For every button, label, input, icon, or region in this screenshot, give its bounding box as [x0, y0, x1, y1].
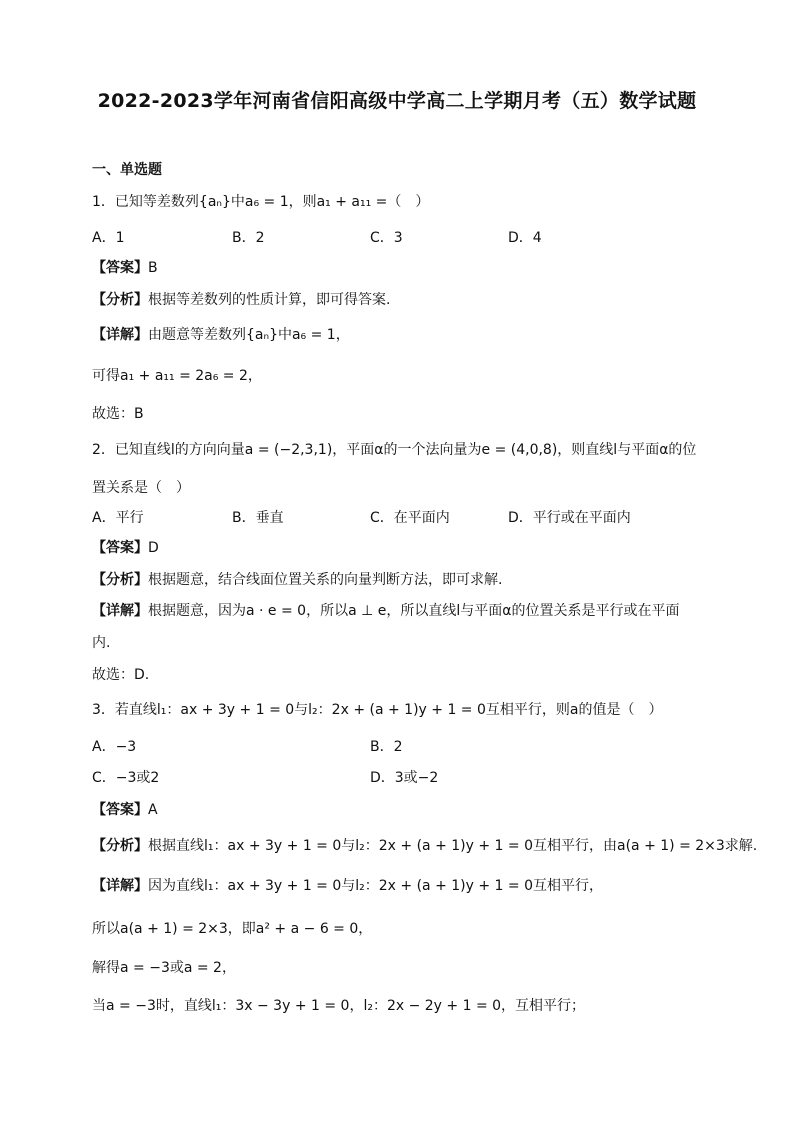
q3-detail-line2: 所以a(a + 1) = 2×3，即a² + a − 6 = 0， [92, 921, 373, 937]
answer-tag: 【答案】 [92, 260, 148, 276]
q2-stem-line2: 置关系是（ ） [92, 480, 190, 496]
answer-value: D [148, 540, 159, 556]
analysis-text: 根据直线l₁：ax + 3y + 1 = 0与l₂：2x + (a + 1)y + 1 = 0互相平行，由a(a + 1) = 2×3求解. [148, 838, 758, 854]
q3-option-c: C．−3或2 [92, 770, 160, 786]
q2-detail-line2: 内. [92, 635, 111, 651]
detail-tag: 【详解】 [92, 878, 148, 894]
q3-answer [92, 800, 158, 820]
q2-answer [92, 538, 159, 558]
section-heading: 一、单选题 [92, 162, 162, 178]
q2-option-d: D．平行或在平面内 [508, 510, 631, 526]
q1-answer [92, 258, 158, 278]
analysis-text: 根据等差数列的性质计算，即可得答案. [148, 292, 391, 308]
q3-option-b: B．2 [370, 739, 403, 755]
q1-option-a: A．1 [92, 230, 125, 246]
q2-choose: 故选：D. [92, 667, 150, 683]
q3-option-d: D．3或−2 [370, 770, 439, 786]
detail-tag: 【详解】 [92, 603, 148, 619]
q3-option-a: A．−3 [92, 739, 137, 755]
q2-analysis [92, 570, 502, 590]
q3-detail-line3: 解得a = −3或a = 2， [92, 960, 236, 976]
q2-option-b: B．垂直 [232, 510, 284, 526]
q2-stem-line1: 2．已知直线l的方向向量a = (−2,3,1)，平面α的一个法向量为e = (4,0,8)，则直线l与平面α的位 [92, 442, 697, 458]
q2-option-a: A．平行 [92, 510, 144, 526]
q1-option-b: B．2 [232, 230, 265, 246]
answer-value: A [148, 802, 158, 818]
q2-detail [92, 601, 680, 621]
detail-text: 根据题意，因为a · e = 0，所以a ⊥ e，所以直线l与平面α的位置关系是平行或在平面 [148, 603, 680, 619]
analysis-tag: 【分析】 [92, 292, 148, 308]
analysis-text: 根据题意，结合线面位置关系的向量判断方法，即可求解. [148, 572, 503, 588]
detail-tag: 【详解】 [92, 327, 148, 343]
q1-analysis [92, 290, 390, 310]
q1-stem: 1．已知等差数列{aₙ}中a₆ = 1，则a₁ + a₁₁ =（ ） [92, 194, 430, 210]
q1-detail [92, 325, 350, 345]
detail-text: 因为直线l₁：ax + 3y + 1 = 0与l₂：2x + (a + 1)y + 1 = 0互相平行， [148, 878, 603, 894]
answer-tag: 【答案】 [92, 540, 148, 556]
q3-stem: 3．若直线l₁：ax + 3y + 1 = 0与l₂：2x + (a + 1)y + 1 = 0互相平行，则a的值是（ ） [92, 702, 663, 718]
q3-detail [92, 876, 603, 896]
q3-detail-line4: 当a = −3时，直线l₁：3x − 3y + 1 = 0，l₂：2x − 2y + 1 = 0，互相平行； [92, 998, 586, 1014]
document-title: 2022-2023学年河南省信阳高级中学高二上学期月考（五）数学试题 [97, 90, 697, 112]
q1-option-d: D．4 [508, 230, 542, 246]
q1-choose: 故选：B [92, 406, 144, 422]
q3-analysis [92, 836, 757, 856]
q1-detail-line2: 可得a₁ + a₁₁ = 2a₆ = 2， [92, 368, 262, 384]
analysis-tag: 【分析】 [92, 572, 148, 588]
q1-option-c: C．3 [370, 230, 403, 246]
answer-tag: 【答案】 [92, 802, 148, 818]
analysis-tag: 【分析】 [92, 838, 148, 854]
q2-option-c: C．在平面内 [370, 510, 450, 526]
detail-text: 由题意等差数列{aₙ}中a₆ = 1， [148, 327, 350, 343]
answer-value: B [148, 260, 158, 276]
